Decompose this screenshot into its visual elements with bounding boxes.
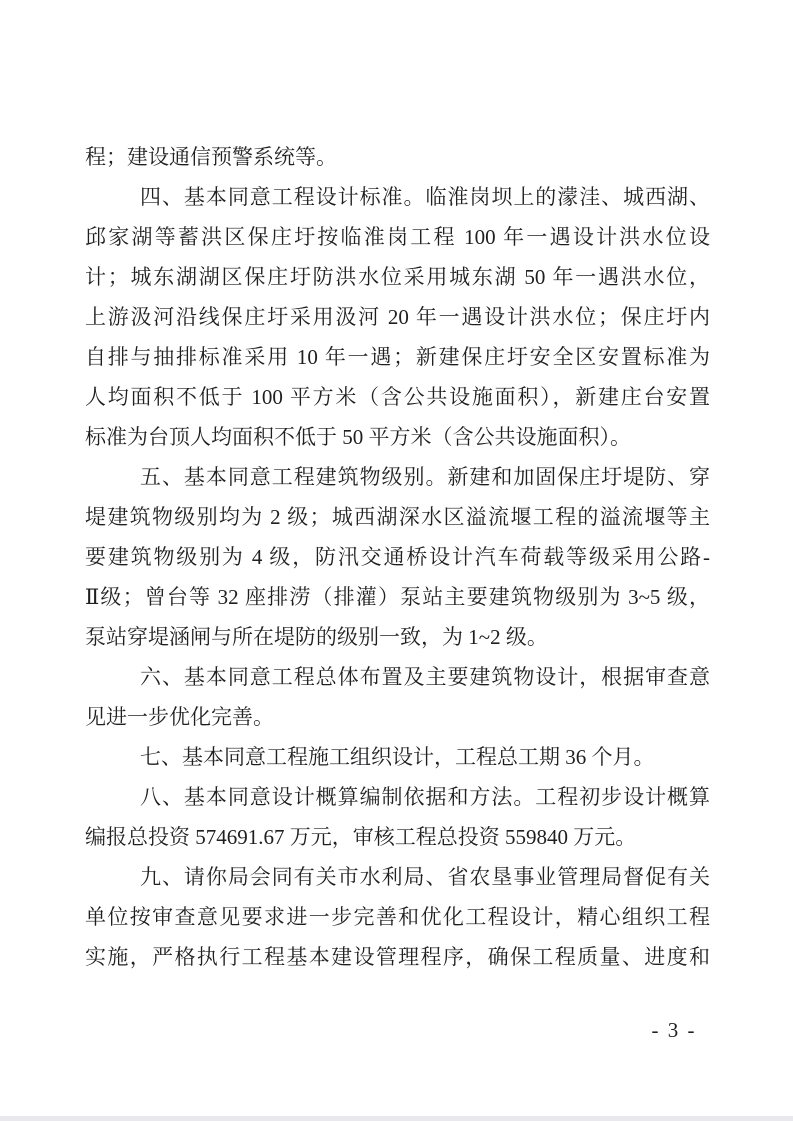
- text-line: 自排与抽排标准采用 10 年一遇；新建保庄圩安全区安置标准为: [85, 345, 710, 369]
- paragraph-start-line: 八、基本同意设计概算编制依据和方法。工程初步设计概算: [140, 785, 710, 809]
- text-line: 泵站穿堤涵闸与所在堤防的级别一致，为 1~2 级。: [85, 625, 548, 649]
- paragraph-start-line: 九、请你局会同有关市水利局、省农垦事业管理局督促有关: [140, 865, 710, 889]
- scan-bottom-edge: [0, 1116, 793, 1121]
- text-line: 见进一步优化完善。: [85, 705, 274, 729]
- text-line: 堤建筑物级别均为 2 级；城西湖深水区溢流堰工程的溢流堰等主: [85, 505, 710, 529]
- text-line: 上游汲河沿线保庄圩采用汲河 20 年一遇设计洪水位；保庄圩内: [85, 305, 710, 329]
- text-line: 要建筑物级别为 4 级，防汛交通桥设计汽车荷载等级采用公路-: [85, 545, 710, 569]
- text-line: 实施，严格执行工程基本建设管理程序，确保工程质量、进度和: [85, 945, 710, 969]
- text-line: 计；城东湖湖区保庄圩防洪水位采用城东湖 50 年一遇洪水位，: [85, 265, 710, 289]
- paragraph-start-line: 四、基本同意工程设计标准。临淮岗坝上的濛洼、城西湖、: [140, 185, 710, 209]
- text-line: 编报总投资 574691.67 万元，审核工程总投资 559840 万元。: [85, 825, 637, 849]
- text-line: 邱家湖等蓄洪区保庄圩按临淮岗工程 100 年一遇设计洪水位设: [85, 225, 710, 249]
- page-number: - 3 -: [651, 1018, 697, 1042]
- text-line: 程；建设通信预警系统等。: [85, 145, 337, 169]
- paragraph-start-line: 五、基本同意工程建筑物级别。新建和加固保庄圩堤防、穿: [140, 465, 710, 489]
- text-line: 单位按审查意见要求进一步完善和优化工程设计，精心组织工程: [85, 905, 710, 929]
- paragraph-start-line: 六、基本同意工程总体布置及主要建筑物设计，根据审查意: [140, 665, 710, 689]
- text-line: Ⅱ级；曾台等 32 座排涝（排灌）泵站主要建筑物级别为 3~5 级，: [85, 585, 710, 609]
- document-body: [85, 137, 710, 977]
- text-line: 人均面积不低于 100 平方米（含公共设施面积），新建庄台安置: [85, 385, 710, 409]
- text-line: 标准为台顶人均面积不低于 50 平方米（含公共设施面积）。: [85, 425, 631, 449]
- paragraph-start-line: 七、基本同意工程施工组织设计，工程总工期 36 个月。: [140, 745, 655, 769]
